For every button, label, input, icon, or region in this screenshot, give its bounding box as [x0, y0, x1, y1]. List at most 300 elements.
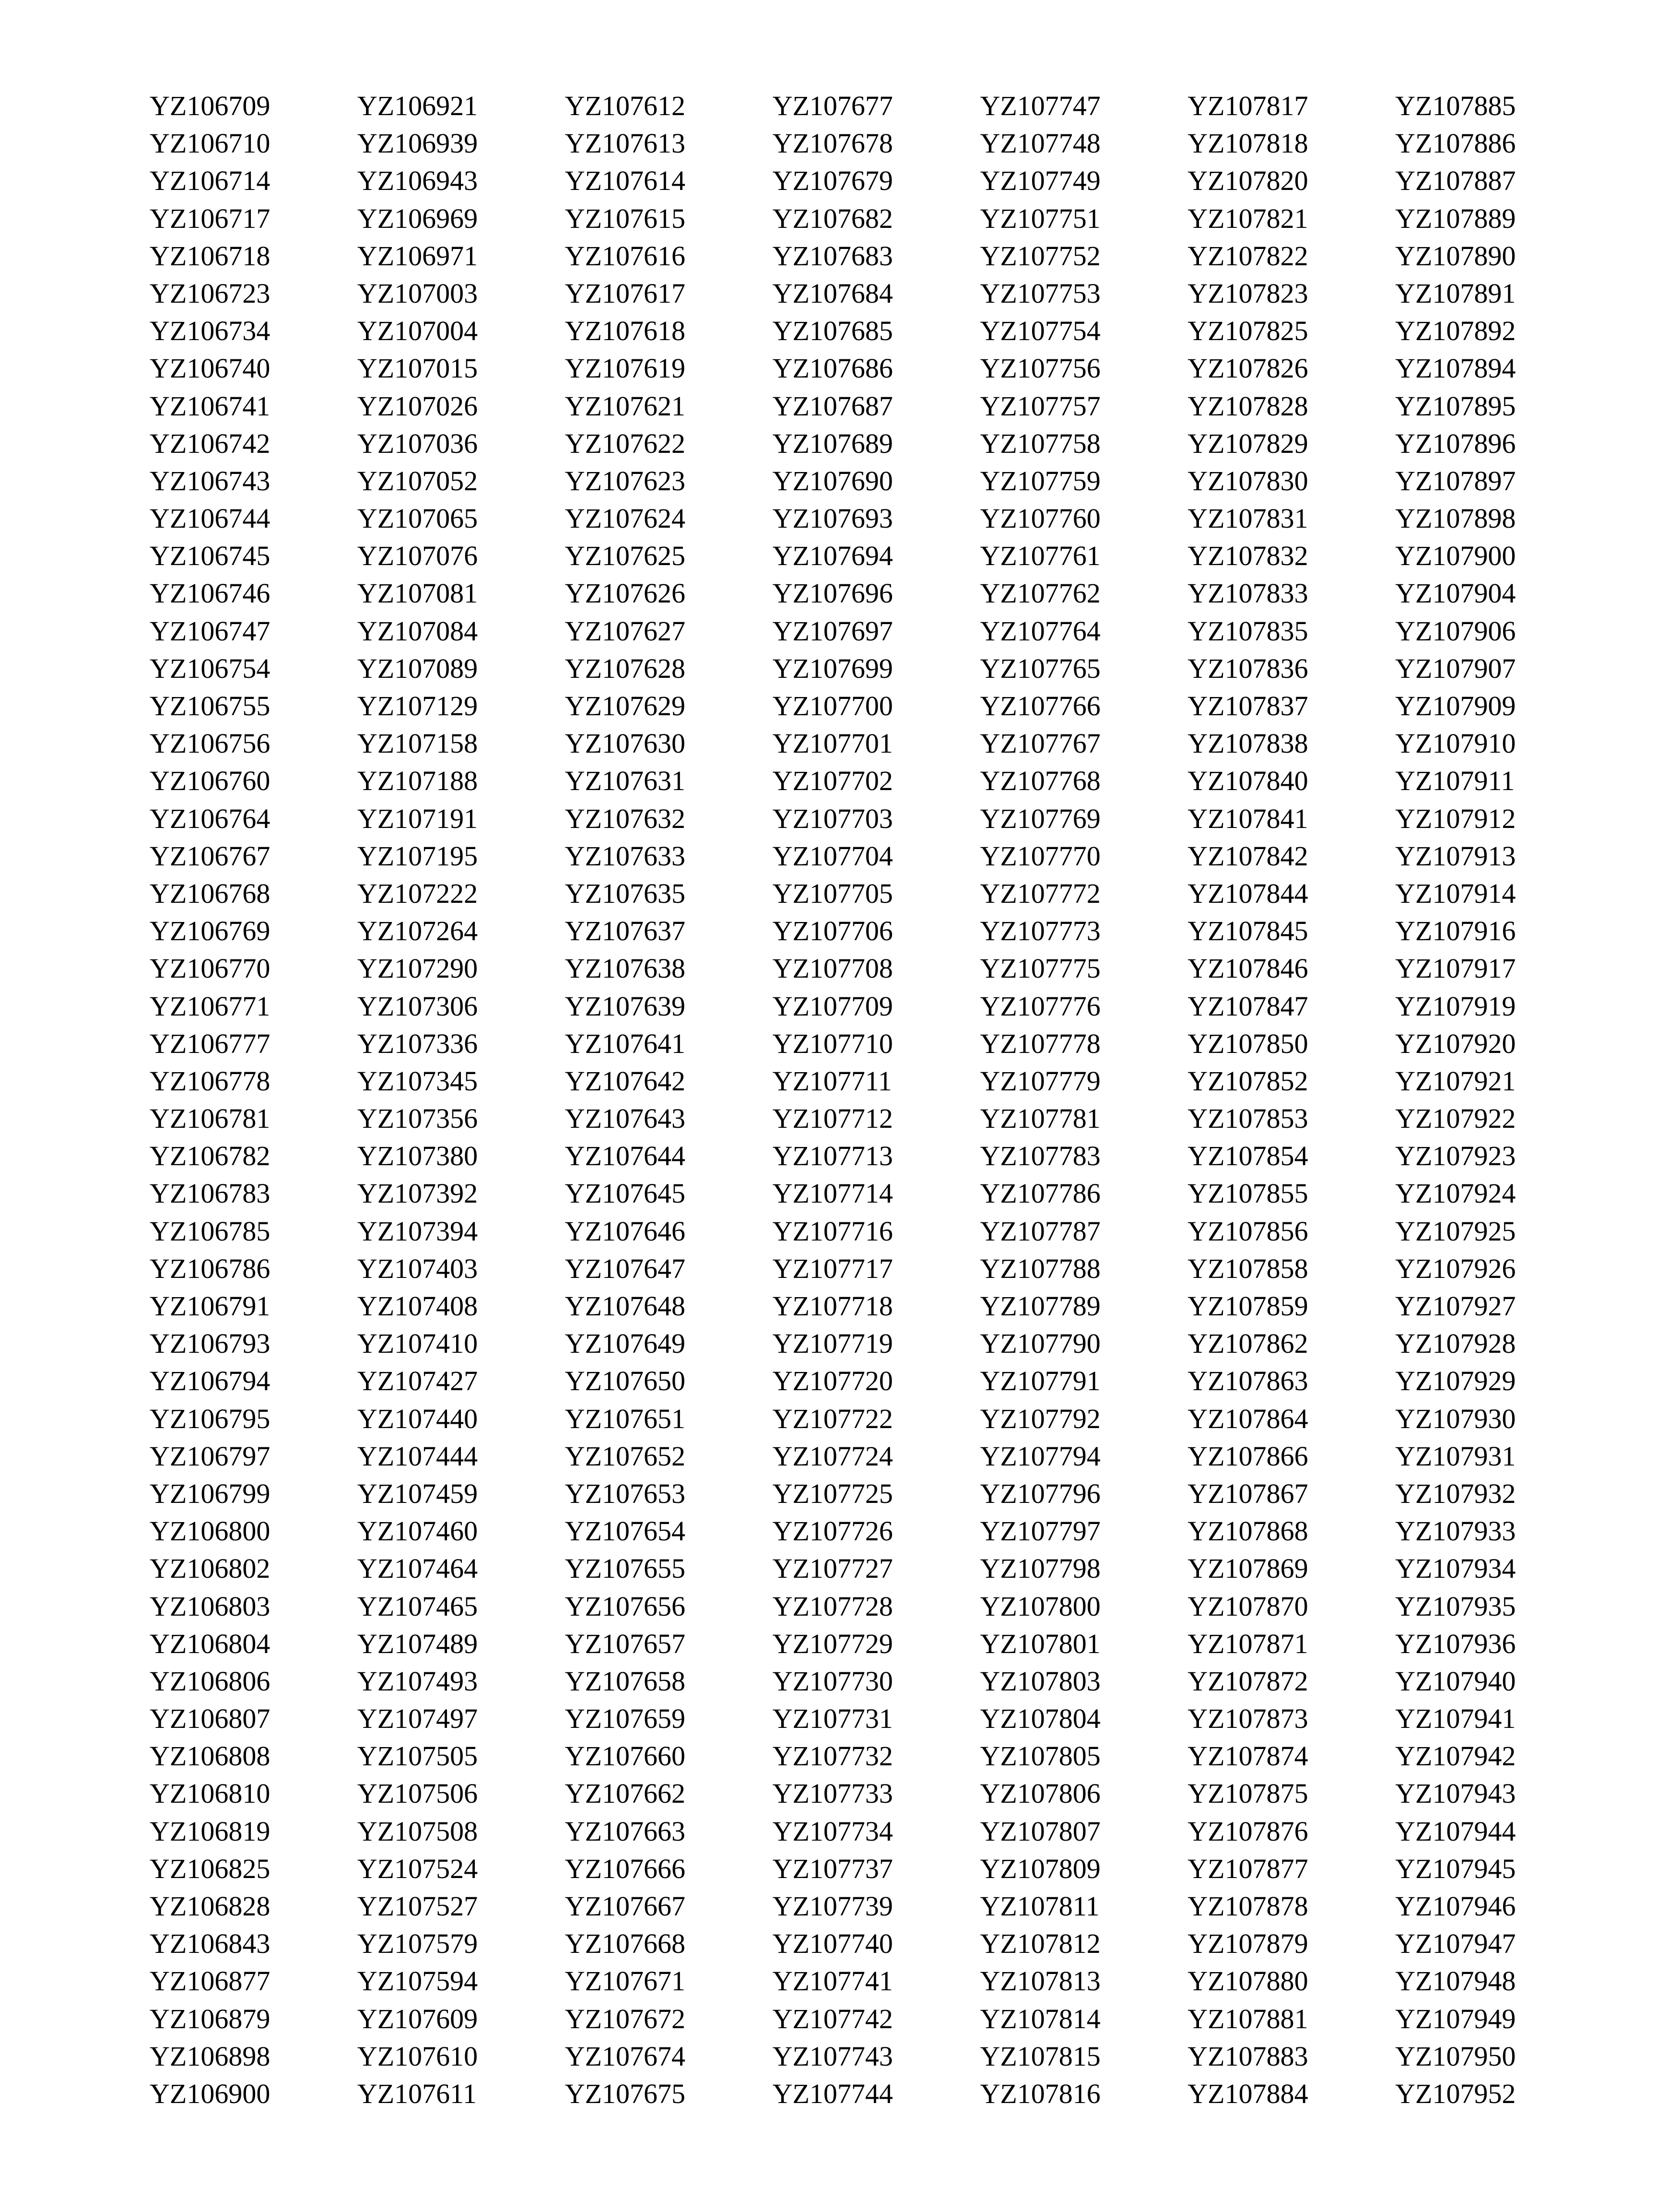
- list-item: YZ107682: [772, 202, 893, 234]
- list-item: YZ107647: [564, 1253, 686, 1284]
- list-item: YZ107730: [772, 1665, 893, 1697]
- list-item: YZ107869: [1187, 1553, 1308, 1584]
- list-item: YZ107878: [1187, 1891, 1308, 1922]
- list-item: YZ107594: [357, 1965, 478, 1997]
- list-item: YZ107801: [980, 1628, 1101, 1659]
- list-item: YZ107659: [564, 1703, 686, 1735]
- list-item: YZ107668: [564, 1928, 686, 1960]
- list-item: YZ107885: [1395, 90, 1516, 121]
- list-item: YZ107699: [772, 652, 893, 684]
- list-item: YZ107711: [772, 1065, 892, 1097]
- list-item: YZ107614: [564, 165, 686, 197]
- list-item: YZ106939: [357, 128, 478, 159]
- list-item: YZ107820: [1187, 165, 1308, 197]
- list-item: YZ107815: [980, 2040, 1101, 2072]
- list-item: YZ107742: [772, 2003, 893, 2034]
- list-item: YZ107847: [1187, 990, 1308, 1022]
- list-item: YZ107765: [980, 652, 1101, 684]
- list-item: YZ107003: [357, 277, 478, 309]
- list-item: YZ107076: [357, 540, 478, 572]
- list-item: YZ107770: [980, 840, 1101, 872]
- list-item: YZ107768: [980, 765, 1101, 797]
- list-item: YZ107950: [1395, 2040, 1516, 2072]
- list-item: YZ107798: [980, 1553, 1101, 1584]
- list-item: YZ107459: [357, 1477, 478, 1509]
- list-item: YZ107129: [357, 690, 478, 721]
- list-item: YZ107611: [357, 2078, 477, 2109]
- list-item: YZ107752: [980, 240, 1101, 272]
- list-item: YZ106714: [150, 165, 270, 197]
- list-item: YZ107671: [564, 1965, 686, 1997]
- list-item: YZ106797: [150, 1440, 270, 1472]
- list-item: YZ107648: [564, 1290, 686, 1322]
- list-item: YZ107618: [564, 315, 686, 347]
- list-item: YZ107941: [1395, 1703, 1516, 1735]
- list-item: YZ107910: [1395, 728, 1516, 759]
- list-item: YZ107703: [772, 803, 893, 834]
- list-item: YZ107084: [357, 615, 478, 647]
- list-item: YZ107631: [564, 765, 686, 797]
- list-item: YZ107615: [564, 202, 686, 234]
- list-item: YZ107506: [357, 1778, 478, 1809]
- list-column: [1187, 87, 1395, 2121]
- list-item: YZ106791: [150, 1290, 270, 1322]
- list-item: YZ106777: [150, 1028, 270, 1059]
- list-item: YZ107789: [980, 1290, 1101, 1322]
- identifier-list: [150, 87, 1603, 2121]
- list-item: YZ107919: [1395, 990, 1516, 1022]
- list-column: [1395, 87, 1603, 2121]
- list-item: YZ107290: [357, 953, 478, 984]
- list-item: YZ107654: [564, 1515, 686, 1547]
- list-item: YZ107932: [1395, 1477, 1516, 1509]
- list-item: YZ107833: [1187, 578, 1308, 609]
- list-item: YZ107440: [357, 1403, 478, 1434]
- list-item: YZ106786: [150, 1253, 270, 1284]
- list-item: YZ106802: [150, 1553, 270, 1584]
- list-item: YZ107684: [772, 277, 893, 309]
- list-item: YZ106825: [150, 1853, 270, 1884]
- list-item: YZ107895: [1395, 390, 1516, 422]
- list-item: YZ107943: [1395, 1778, 1516, 1809]
- list-item: YZ107465: [357, 1590, 478, 1622]
- list-item: YZ107643: [564, 1103, 686, 1135]
- list-item: YZ106746: [150, 578, 270, 609]
- list-item: YZ107879: [1187, 1928, 1308, 1960]
- list-item: YZ107065: [357, 503, 478, 534]
- list-item: YZ107667: [564, 1891, 686, 1922]
- list-item: YZ107947: [1395, 1928, 1516, 1960]
- list-item: YZ107828: [1187, 390, 1308, 422]
- list-item: YZ107791: [980, 1365, 1101, 1397]
- list-item: YZ107646: [564, 1215, 686, 1247]
- list-item: YZ107930: [1395, 1403, 1516, 1434]
- list-item: YZ106756: [150, 728, 270, 759]
- list-item: YZ107674: [564, 2040, 686, 2072]
- list-item: YZ107718: [772, 1290, 893, 1322]
- list-item: YZ106808: [150, 1740, 270, 1772]
- list-item: YZ107731: [772, 1703, 893, 1735]
- list-item: YZ107709: [772, 990, 893, 1022]
- list-item: YZ107945: [1395, 1853, 1516, 1884]
- list-item: YZ107089: [357, 652, 478, 684]
- list-item: YZ107754: [980, 315, 1101, 347]
- list-item: YZ107870: [1187, 1590, 1308, 1622]
- list-item: YZ107807: [980, 1815, 1101, 1847]
- list-item: YZ107821: [1187, 202, 1308, 234]
- list-item: YZ107864: [1187, 1403, 1308, 1434]
- list-item: YZ107264: [357, 915, 478, 947]
- list-item: YZ106877: [150, 1965, 270, 1997]
- list-item: YZ107694: [772, 540, 893, 572]
- list-item: YZ107823: [1187, 277, 1308, 309]
- list-item: YZ107948: [1395, 1965, 1516, 1997]
- list-item: YZ107026: [357, 390, 478, 422]
- list-item: YZ106771: [150, 990, 270, 1022]
- list-item: YZ107830: [1187, 465, 1308, 496]
- list-item: YZ107783: [980, 1140, 1101, 1172]
- list-item: YZ106742: [150, 427, 270, 459]
- list-item: YZ107410: [357, 1328, 478, 1359]
- list-item: YZ107838: [1187, 728, 1308, 759]
- list-item: YZ107630: [564, 728, 686, 759]
- list-item: YZ106782: [150, 1140, 270, 1172]
- list-item: YZ107911: [1395, 765, 1515, 797]
- list-item: YZ107427: [357, 1365, 478, 1397]
- list-item: YZ107628: [564, 652, 686, 684]
- list-item: YZ107713: [772, 1140, 893, 1172]
- list-item: YZ106743: [150, 465, 270, 496]
- list-item: YZ107729: [772, 1628, 893, 1659]
- list-item: YZ107817: [1187, 90, 1308, 121]
- list-item: YZ107748: [980, 128, 1101, 159]
- list-item: YZ106767: [150, 840, 270, 872]
- list-item: YZ107744: [772, 2078, 893, 2109]
- list-item: YZ106718: [150, 240, 270, 272]
- list-item: YZ107710: [772, 1028, 893, 1059]
- list-item: YZ107855: [1187, 1178, 1308, 1209]
- list-item: YZ107931: [1395, 1440, 1516, 1472]
- list-item: YZ107619: [564, 353, 686, 384]
- list-item: YZ107835: [1187, 615, 1308, 647]
- list-item: YZ107813: [980, 1965, 1101, 1997]
- list-item: YZ107923: [1395, 1140, 1516, 1172]
- list-item: YZ106754: [150, 652, 270, 684]
- list-item: YZ107685: [772, 315, 893, 347]
- list-item: YZ107717: [772, 1253, 893, 1284]
- list-item: YZ107867: [1187, 1477, 1308, 1509]
- list-item: YZ107921: [1395, 1065, 1516, 1097]
- list-item: YZ107917: [1395, 953, 1516, 984]
- list-item: YZ107625: [564, 540, 686, 572]
- list-item: YZ107632: [564, 803, 686, 834]
- list-item: YZ107403: [357, 1253, 478, 1284]
- list-item: YZ107690: [772, 465, 893, 496]
- list-item: YZ106900: [150, 2078, 270, 2109]
- list-item: YZ107195: [357, 840, 478, 872]
- list-item: YZ107624: [564, 503, 686, 534]
- list-item: YZ107949: [1395, 2003, 1516, 2034]
- list-item: YZ107871: [1187, 1628, 1308, 1659]
- list-item: YZ107786: [980, 1178, 1101, 1209]
- list-item: YZ107892: [1395, 315, 1516, 347]
- list-item: YZ107874: [1187, 1740, 1308, 1772]
- list-item: YZ107887: [1395, 165, 1516, 197]
- list-item: YZ107627: [564, 615, 686, 647]
- list-item: YZ107737: [772, 1853, 893, 1884]
- list-item: YZ107749: [980, 165, 1101, 197]
- list-item: YZ107686: [772, 353, 893, 384]
- list-item: YZ107722: [772, 1403, 893, 1434]
- list-item: YZ107809: [980, 1853, 1101, 1884]
- list-item: YZ107394: [357, 1215, 478, 1247]
- list-item: YZ107796: [980, 1477, 1101, 1509]
- list-item: YZ107380: [357, 1140, 478, 1172]
- list-item: YZ107778: [980, 1028, 1101, 1059]
- list-item: YZ107616: [564, 240, 686, 272]
- list-item: YZ107862: [1187, 1328, 1308, 1359]
- list-item: YZ107776: [980, 990, 1101, 1022]
- list-item: YZ106807: [150, 1703, 270, 1735]
- list-item: YZ107158: [357, 728, 478, 759]
- list-item: YZ106819: [150, 1815, 270, 1847]
- list-item: YZ107657: [564, 1628, 686, 1659]
- list-item: YZ107922: [1395, 1103, 1516, 1135]
- list-item: YZ107727: [772, 1553, 893, 1584]
- list-item: YZ107497: [357, 1703, 478, 1735]
- list-item: YZ107644: [564, 1140, 686, 1172]
- list-item: YZ106723: [150, 277, 270, 309]
- list-item: YZ107756: [980, 353, 1101, 384]
- list-item: YZ107804: [980, 1703, 1101, 1735]
- list-item: YZ107633: [564, 840, 686, 872]
- list-item: YZ107622: [564, 427, 686, 459]
- list-item: YZ107626: [564, 578, 686, 609]
- list-item: YZ107841: [1187, 803, 1308, 834]
- list-item: YZ106783: [150, 1178, 270, 1209]
- list-item: YZ106969: [357, 202, 478, 234]
- list-item: YZ107900: [1395, 540, 1516, 572]
- list-item: YZ107836: [1187, 652, 1308, 684]
- list-item: YZ107052: [357, 465, 478, 496]
- list-item: YZ107769: [980, 803, 1101, 834]
- list-item: YZ106806: [150, 1665, 270, 1697]
- list-item: YZ107724: [772, 1440, 893, 1472]
- list-item: YZ106879: [150, 2003, 270, 2034]
- list-item: YZ107641: [564, 1028, 686, 1059]
- list-item: YZ106770: [150, 953, 270, 984]
- list-item: YZ107773: [980, 915, 1101, 947]
- list-item: YZ107936: [1395, 1628, 1516, 1659]
- list-item: YZ107693: [772, 503, 893, 534]
- list-item: YZ107883: [1187, 2040, 1308, 2072]
- list-item: YZ107896: [1395, 427, 1516, 459]
- list-item: YZ107767: [980, 728, 1101, 759]
- list-item: YZ106781: [150, 1103, 270, 1135]
- list-item: YZ107904: [1395, 578, 1516, 609]
- list-item: YZ107642: [564, 1065, 686, 1097]
- list-item: YZ106717: [150, 202, 270, 234]
- list-item: YZ107766: [980, 690, 1101, 721]
- list-item: YZ106828: [150, 1891, 270, 1922]
- list-item: YZ107934: [1395, 1553, 1516, 1584]
- list-item: YZ107678: [772, 128, 893, 159]
- list-item: YZ106810: [150, 1778, 270, 1809]
- list-item: YZ107913: [1395, 840, 1516, 872]
- list-item: YZ107719: [772, 1328, 893, 1359]
- list-item: YZ107726: [772, 1515, 893, 1547]
- list-item: YZ106745: [150, 540, 270, 572]
- list-item: YZ107652: [564, 1440, 686, 1472]
- list-item: YZ107677: [772, 90, 893, 121]
- list-item: YZ107740: [772, 1928, 893, 1960]
- list-item: YZ107408: [357, 1290, 478, 1322]
- list-item: YZ107720: [772, 1365, 893, 1397]
- list-item: YZ107845: [1187, 915, 1308, 947]
- list-item: YZ106778: [150, 1065, 270, 1097]
- list-item: YZ107635: [564, 877, 686, 909]
- list-column: [357, 87, 565, 2121]
- list-item: YZ107612: [564, 90, 686, 121]
- list-item: YZ107800: [980, 1590, 1101, 1622]
- list-item: YZ106785: [150, 1215, 270, 1247]
- list-column: [565, 87, 773, 2121]
- list-item: YZ107881: [1187, 2003, 1308, 2034]
- list-item: YZ107787: [980, 1215, 1101, 1247]
- list-item: YZ107728: [772, 1590, 893, 1622]
- list-item: YZ106971: [357, 240, 478, 272]
- list-item: YZ107666: [564, 1853, 686, 1884]
- list-item: YZ106795: [150, 1403, 270, 1434]
- list-item: YZ107927: [1395, 1290, 1516, 1322]
- list-item: YZ107832: [1187, 540, 1308, 572]
- list-item: YZ107696: [772, 578, 893, 609]
- list-item: YZ107705: [772, 877, 893, 909]
- list-item: YZ107306: [357, 990, 478, 1022]
- list-item: YZ107460: [357, 1515, 478, 1547]
- list-item: YZ106794: [150, 1365, 270, 1397]
- list-item: YZ107775: [980, 953, 1101, 984]
- list-item: YZ107790: [980, 1328, 1101, 1359]
- list-item: YZ107818: [1187, 128, 1308, 159]
- list-item: YZ107880: [1187, 1965, 1308, 1997]
- list-item: YZ106793: [150, 1328, 270, 1359]
- list-item: YZ107792: [980, 1403, 1101, 1434]
- list-item: YZ107779: [980, 1065, 1101, 1097]
- list-item: YZ107081: [357, 578, 478, 609]
- list-item: YZ107912: [1395, 803, 1516, 834]
- list-item: YZ107872: [1187, 1665, 1308, 1697]
- list-item: YZ107716: [772, 1215, 893, 1247]
- list-item: YZ107805: [980, 1740, 1101, 1772]
- list-item: YZ107617: [564, 277, 686, 309]
- list-item: YZ107891: [1395, 277, 1516, 309]
- list-item: YZ107747: [980, 90, 1101, 121]
- list-item: YZ107734: [772, 1815, 893, 1847]
- list-item: YZ107914: [1395, 877, 1516, 909]
- list-item: YZ107188: [357, 765, 478, 797]
- list-item: YZ107623: [564, 465, 686, 496]
- list-item: YZ107788: [980, 1253, 1101, 1284]
- list-item: YZ107392: [357, 1178, 478, 1209]
- list-item: YZ107751: [980, 202, 1101, 234]
- list-item: YZ107660: [564, 1740, 686, 1772]
- list-item: YZ107036: [357, 427, 478, 459]
- list-item: YZ107222: [357, 877, 478, 909]
- list-item: YZ107884: [1187, 2078, 1308, 2109]
- list-item: YZ107701: [772, 728, 893, 759]
- list-item: YZ107876: [1187, 1815, 1308, 1847]
- list-item: YZ107675: [564, 2078, 686, 2109]
- list-item: YZ107658: [564, 1665, 686, 1697]
- list-item: YZ107806: [980, 1778, 1101, 1809]
- list-item: YZ107637: [564, 915, 686, 947]
- list-item: YZ107651: [564, 1403, 686, 1434]
- list-item: YZ107493: [357, 1665, 478, 1697]
- list-item: YZ107653: [564, 1477, 686, 1509]
- list-item: YZ106803: [150, 1590, 270, 1622]
- list-item: YZ107524: [357, 1853, 478, 1884]
- list-item: YZ107868: [1187, 1515, 1308, 1547]
- list-item: YZ107897: [1395, 465, 1516, 496]
- list-item: YZ107816: [980, 2078, 1101, 2109]
- list-column: [773, 87, 980, 2121]
- list-item: YZ107639: [564, 990, 686, 1022]
- list-item: YZ107877: [1187, 1853, 1308, 1884]
- list-item: YZ106740: [150, 353, 270, 384]
- list-item: YZ107610: [357, 2040, 478, 2072]
- list-item: YZ107638: [564, 953, 686, 984]
- list-item: YZ107015: [357, 353, 478, 384]
- list-item: YZ107464: [357, 1553, 478, 1584]
- list-item: YZ107814: [980, 2003, 1101, 2034]
- list-item: YZ107764: [980, 615, 1101, 647]
- list-item: YZ107858: [1187, 1253, 1308, 1284]
- list-item: YZ107656: [564, 1590, 686, 1622]
- list-item: YZ107489: [357, 1628, 478, 1659]
- list-item: YZ106755: [150, 690, 270, 721]
- list-item: YZ106747: [150, 615, 270, 647]
- list-item: YZ107853: [1187, 1103, 1308, 1135]
- list-item: YZ107812: [980, 1928, 1101, 1960]
- list-item: YZ107739: [772, 1891, 893, 1922]
- list-item: YZ107781: [980, 1103, 1101, 1135]
- list-item: YZ106804: [150, 1628, 270, 1659]
- list-item: YZ107706: [772, 915, 893, 947]
- list-item: YZ107920: [1395, 1028, 1516, 1059]
- list-item: YZ107890: [1395, 240, 1516, 272]
- list-item: YZ107873: [1187, 1703, 1308, 1735]
- list-item: YZ107712: [772, 1103, 893, 1135]
- list-item: YZ106764: [150, 803, 270, 834]
- list-item: YZ107758: [980, 427, 1101, 459]
- list-item: YZ107772: [980, 877, 1101, 909]
- list-item: YZ107663: [564, 1815, 686, 1847]
- list-item: YZ106843: [150, 1928, 270, 1960]
- list-item: YZ107683: [772, 240, 893, 272]
- list-item: YZ107527: [357, 1891, 478, 1922]
- list-item: YZ107831: [1187, 503, 1308, 534]
- list-item: YZ107579: [357, 1928, 478, 1960]
- list-item: YZ107944: [1395, 1815, 1516, 1847]
- list-item: YZ107929: [1395, 1365, 1516, 1397]
- list-item: YZ107842: [1187, 840, 1308, 872]
- list-column: [980, 87, 1187, 2121]
- list-item: YZ107898: [1395, 503, 1516, 534]
- list-item: YZ106943: [357, 165, 478, 197]
- list-item: YZ107811: [980, 1891, 1100, 1922]
- list-item: YZ107753: [980, 277, 1101, 309]
